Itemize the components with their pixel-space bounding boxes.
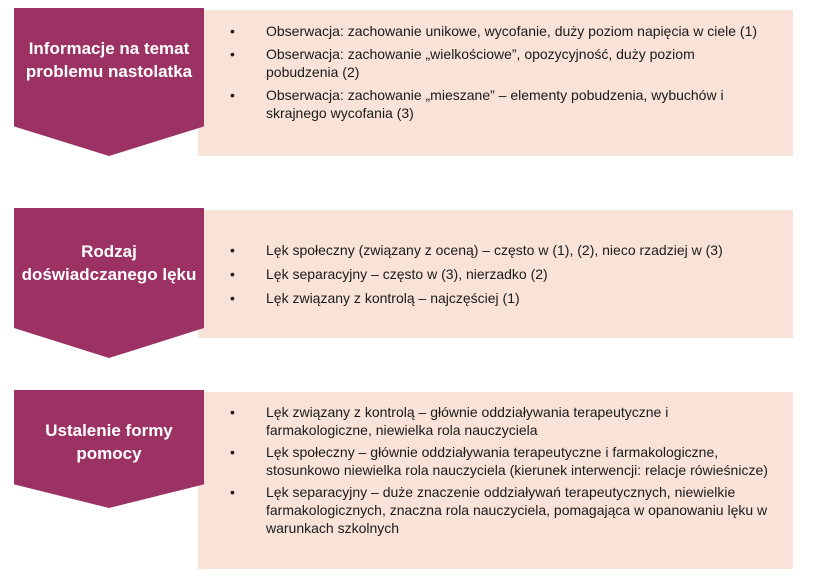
item-text: Obserwacja: zachowanie „mieszane” – elementy pobudzenia, wybuchów i skrajnego wycofania (3) (266, 87, 724, 121)
section-3-label: Ustalenie formy pomocy (45, 421, 173, 463)
section-2-list (230, 241, 770, 307)
list-item (230, 483, 770, 537)
item-text: Lęk separacyjny – często w (3), nierzadko (2) (266, 266, 548, 282)
list-item (230, 86, 770, 122)
section-3-list (230, 403, 770, 537)
list-item (230, 45, 770, 81)
item-text: Lęk związany z kontrolą – głównie oddziaływania terapeutyczne i farmakologiczne, niewielka rola nauczyciela (266, 404, 669, 438)
item-text: Obserwacja: zachowanie „wielkościowe”, opozycyjność, duży poziom pobudzenia (2) (266, 46, 695, 80)
item-text: Lęk społeczny – głównie oddziaływania terapeutyczne i farmakologiczne, stosunkowo niewielka rola nauczyciela (kierunek interwencji: relacje rówieśnicze) (266, 444, 768, 478)
section-2-label: Rodzaj doświadczanego lęku (21, 242, 197, 284)
bullet-icon: • (230, 46, 235, 62)
bullet-icon: • (230, 290, 235, 306)
bullet-icon: • (230, 23, 235, 39)
bullet-icon: • (230, 242, 235, 258)
list-item (230, 265, 770, 283)
section-1-list (230, 22, 770, 122)
item-text: Lęk separacyjny – duże znaczenie oddziaływań terapeutycznych, niewielkie farmakologicznych, znaczna rola nauczyciela, pomagająca w opanowaniu lęku w warunkach szkolnych (266, 484, 768, 536)
bullet-icon: • (230, 404, 235, 420)
item-text: Obserwacja: zachowanie unikowe, wycofanie, duży poziom napięcia w ciele (1) (266, 23, 758, 39)
list-item (230, 403, 770, 439)
section-1-label: Informacje na temat problemu nastolatka (25, 39, 193, 81)
list-item (230, 443, 770, 479)
item-text: Lęk związany z kontrolą – najczęściej (1) (266, 290, 520, 306)
bullet-icon: • (230, 444, 235, 460)
bullet-icon: • (230, 484, 235, 500)
item-text: Lęk społeczny (związany z oceną) – często w (1), (2), nieco rzadziej w (3) (266, 242, 723, 258)
list-item (230, 289, 770, 307)
list-item (230, 22, 770, 40)
bullet-icon: • (230, 87, 235, 103)
list-item (230, 241, 770, 259)
bullet-icon: • (230, 266, 235, 282)
